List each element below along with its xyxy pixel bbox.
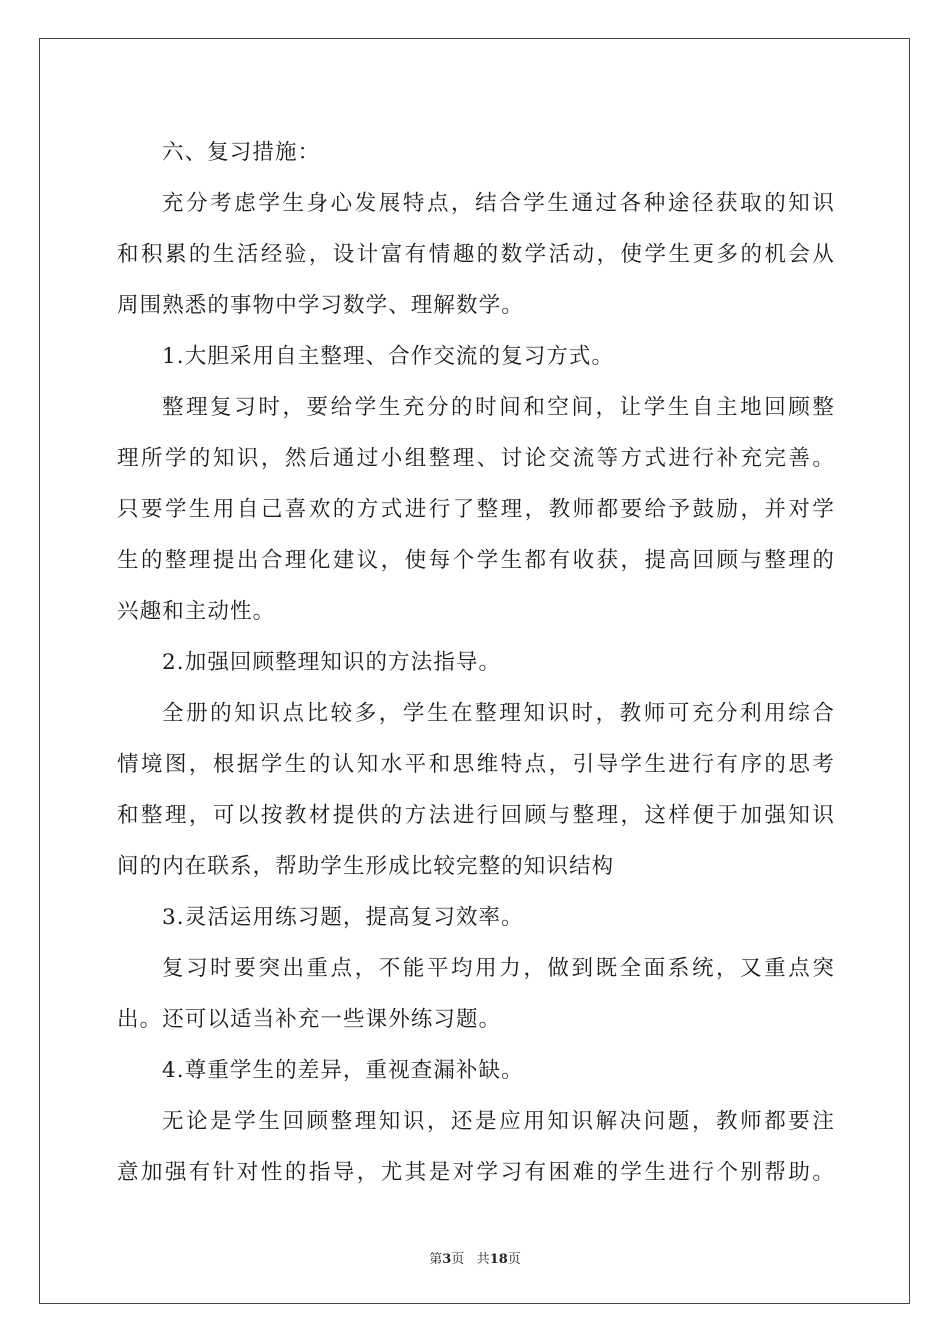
footer-page-suffix: 页 [451,1252,465,1267]
text-line: 4.尊重学生的差异，重视查漏补缺。 [162,1058,524,1083]
text-line: 复习时要突出重点，不能平均用力，做到既全面系统，又重点突 [162,956,835,981]
text-line: 情境图，根据学生的认知水平和思维特点，引导学生进行有序的思考 [117,752,835,777]
page-footer [0,1248,950,1267]
text-line: 1.大胆采用自主整理、合作交流的复习方式。 [162,344,615,369]
footer-current-page: 3 [442,1252,452,1267]
text-line: 周围熟悉的事物中学习数学、理解数学。 [117,293,524,318]
text-line: 全册的知识点比较多，学生在整理知识时，教师可充分利用综合 [162,701,835,726]
text-line: 出。还可以适当补充一些课外练习题。 [117,1007,502,1032]
text-line: 生的整理提出合理化建议，使每个学生都有收获，提高回顾与整理的 [117,548,835,573]
footer-prefix: 第 [429,1252,443,1267]
footer-total-pages: 18 [489,1252,508,1267]
text-line: 3.灵活运用练习题，提高复习效率。 [162,905,524,930]
text-line: 只要学生用自己喜欢的方式进行了整理，教师都要给予鼓励，并对学 [117,497,835,522]
text-line: 2.加强回顾整理知识的方法指导。 [162,650,502,675]
text-line: 无论是学生回顾整理知识，还是应用知识解决问题，教师都要注 [162,1109,835,1134]
text-line: 和积累的生活经验，设计富有情趣的数学活动，使学生更多的机会从 [117,242,835,267]
text-line: 整理复习时，要给学生充分的时间和空间，让学生自主地回顾整 [162,395,835,420]
text-line: 和整理，可以按教材提供的方法进行回顾与整理，这样便于加强知识 [117,803,835,828]
text-line: 间的内在联系，帮助学生形成比较完整的知识结构 [117,854,615,879]
text-line: 充分考虑学生身心发展特点，结合学生通过各种途径获取的知识 [162,191,835,216]
text-line: 意加强有针对性的指导，尤其是对学习有困难的学生进行个别帮助。 [117,1160,835,1185]
document-body [117,127,835,1198]
footer-total-prefix: 共 [476,1252,490,1267]
text-line: 理所学的知识，然后通过小组整理、讨论交流等方式进行补充完善。 [117,446,835,471]
text-line: 六、复习措施： [162,140,321,165]
text-line: 兴趣和主动性。 [117,599,276,624]
footer-total-suffix: 页 [507,1252,521,1267]
